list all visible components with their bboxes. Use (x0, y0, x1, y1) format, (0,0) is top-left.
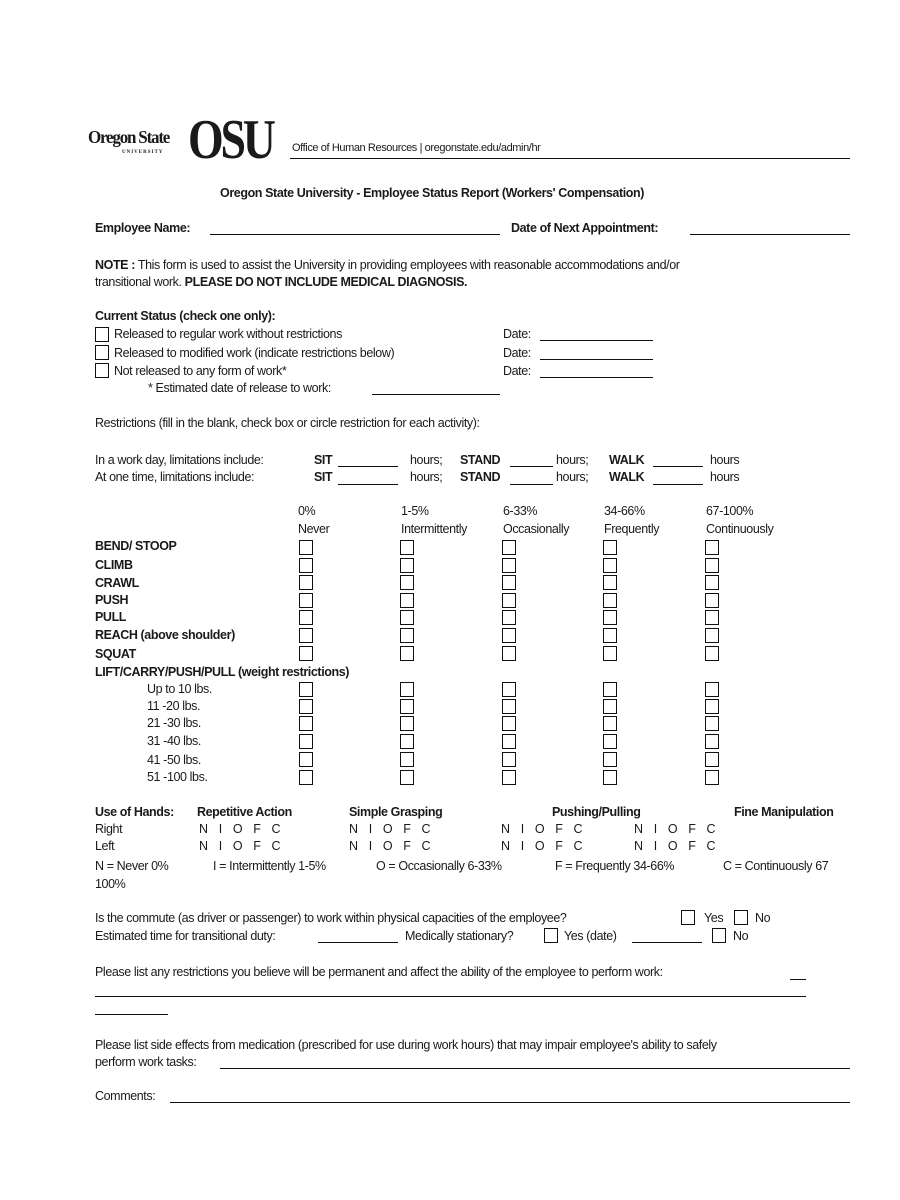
note-bold: PLEASE DO NOT INCLUDE MEDICAL DIAGNOSIS. (184, 275, 468, 289)
status-checkbox-regular[interactable] (95, 327, 109, 342)
status-date-field-modified[interactable] (540, 359, 653, 360)
status-date-field-not-released[interactable] (540, 377, 653, 378)
stand-label-workday: STAND (460, 453, 501, 467)
checkbox-row12-intermittently[interactable] (400, 752, 414, 767)
medically-stationary-label: Medically stationary? (405, 929, 514, 943)
freq-pct-frequently: 34-66% (604, 504, 645, 518)
freq-name-never: Never (298, 522, 330, 536)
checkbox-row5-occasionally[interactable] (502, 610, 516, 625)
checkbox-row4-frequently[interactable] (603, 593, 617, 608)
note-line2 (95, 275, 467, 289)
checkbox-row13-intermittently[interactable] (400, 770, 414, 785)
checkbox-row1-intermittently[interactable] (400, 540, 414, 555)
checkbox-row10-continuously[interactable] (705, 716, 719, 731)
checkbox-row9-continuously[interactable] (705, 699, 719, 714)
checkbox-row2-never[interactable] (299, 558, 313, 573)
checkbox-row1-occasionally[interactable] (502, 540, 516, 555)
checkbox-row12-continuously[interactable] (705, 752, 719, 767)
comments-field[interactable] (170, 1102, 850, 1103)
activity-crawl: CRAWL (95, 576, 139, 590)
limits-label-onetime: At one time, limitations include: (95, 470, 255, 484)
hands-codes-left-grasping[interactable]: N I O F C (349, 839, 431, 853)
walk-label-onetime: WALK (609, 470, 645, 484)
checkbox-row10-intermittently[interactable] (400, 716, 414, 731)
stationary-yes-label: Yes (date) (564, 929, 617, 943)
checkbox-row12-never[interactable] (299, 752, 313, 767)
freq-name-occasionally: Occasionally (503, 522, 570, 536)
legend-continuously-tail: 100% (95, 877, 126, 891)
checkbox-row9-intermittently[interactable] (400, 699, 414, 714)
checkbox-row13-frequently[interactable] (603, 770, 617, 785)
lift-heading: LIFT/CARRY/PUSH/PULL (weight restrictions) (95, 665, 350, 679)
checkbox-row2-frequently[interactable] (603, 558, 617, 573)
freq-pct-intermittently: 1-5% (401, 504, 429, 518)
commute-yes-checkbox[interactable] (681, 910, 695, 925)
header-rule (290, 158, 850, 159)
checkbox-row13-occasionally[interactable] (502, 770, 516, 785)
commute-no-checkbox[interactable] (734, 910, 748, 925)
status-checkbox-modified[interactable] (95, 345, 109, 360)
hands-codes-right-grasping[interactable]: N I O F C (349, 822, 431, 836)
side-effects-field[interactable] (220, 1068, 850, 1069)
activity-pull: PULL (95, 610, 127, 624)
checkbox-row2-continuously[interactable] (705, 558, 719, 573)
walk-label-workday: WALK (609, 453, 645, 467)
checkbox-row11-intermittently[interactable] (400, 734, 414, 749)
comments-label: Comments: (95, 1089, 156, 1103)
note-label: NOTE : (95, 258, 135, 272)
legend-occasionally: O = Occasionally 6-33% (376, 859, 502, 873)
checkbox-row3-intermittently[interactable] (400, 575, 414, 590)
transitional-duty-field[interactable] (318, 942, 398, 943)
checkbox-row2-occasionally[interactable] (502, 558, 516, 573)
status-checkbox-not-released[interactable] (95, 363, 109, 378)
commute-question: Is the commute (as driver or passenger) to work within physical capacities of the employee? (95, 911, 567, 925)
checkbox-row7-continuously[interactable] (705, 646, 719, 661)
hours2-onetime: hours; (556, 470, 589, 484)
checkbox-row3-continuously[interactable] (705, 575, 719, 590)
note-line1 (95, 258, 680, 272)
sit-label-onetime: SIT (314, 470, 333, 484)
checkbox-row7-occasionally[interactable] (502, 646, 516, 661)
hands-codes-right-pushing[interactable]: N I O F C (501, 822, 583, 836)
checkbox-row12-occasionally[interactable] (502, 752, 516, 767)
checkbox-row10-frequently[interactable] (603, 716, 617, 731)
weight-41-50: 41 -50 lbs. (147, 753, 201, 767)
hands-label: Use of Hands: (95, 805, 174, 819)
freq-name-frequently: Frequently (604, 522, 660, 536)
checkbox-row5-continuously[interactable] (705, 610, 719, 625)
hands-left-label: Left (95, 839, 115, 853)
permanent-field-2[interactable] (95, 996, 806, 997)
checkbox-row13-never[interactable] (299, 770, 313, 785)
estimated-release-field[interactable] (372, 394, 500, 395)
hours3-onetime: hours (710, 470, 740, 484)
next-appointment-label: Date of Next Appointment: (511, 221, 659, 235)
side-effects-line2: perform work tasks: (95, 1055, 197, 1069)
stationary-date-field[interactable] (632, 942, 702, 943)
stand-field-workday[interactable] (510, 466, 553, 467)
checkbox-row8-intermittently[interactable] (400, 682, 414, 697)
note-text2: transitional work. (95, 275, 182, 289)
checkbox-row4-occasionally[interactable] (502, 593, 516, 608)
walk-field-workday[interactable] (653, 466, 703, 467)
status-date-label-modified: Date: (503, 346, 531, 360)
hands-codes-right-repetitive[interactable]: N I O F C (199, 822, 281, 836)
activity-climb: CLIMB (95, 558, 133, 572)
employee-name-field[interactable] (210, 234, 500, 235)
hands-cat-pushing: Pushing/Pulling (552, 805, 641, 819)
checkbox-row6-never[interactable] (299, 628, 313, 643)
sit-field-workday[interactable] (338, 466, 398, 467)
activity-bend-stoop: BEND/ STOOP (95, 539, 177, 553)
legend-frequently: F = Frequently 34-66% (555, 859, 675, 873)
checkbox-row10-occasionally[interactable] (502, 716, 516, 731)
checkbox-row3-never[interactable] (299, 575, 313, 590)
stationary-no-checkbox[interactable] (712, 928, 726, 943)
checkbox-row2-intermittently[interactable] (400, 558, 414, 573)
activity-squat: SQUAT (95, 647, 136, 661)
weight-51-100: 51 -100 lbs. (147, 770, 208, 784)
logo-line1: Oregon State (88, 127, 170, 148)
hands-codes-left-repetitive[interactable]: N I O F C (199, 839, 281, 853)
weight-21-30: 21 -30 lbs. (147, 716, 201, 730)
activity-reach: REACH (above shoulder) (95, 628, 235, 642)
checkbox-row8-frequently[interactable] (603, 682, 617, 697)
checkbox-row8-occasionally[interactable] (502, 682, 516, 697)
status-label-modified: Released to modified work (indicate restrictions below) (114, 346, 395, 360)
limits-label-workday: In a work day, limitations include: (95, 453, 264, 467)
permanent-field-1[interactable] (790, 979, 806, 980)
checkbox-row5-never[interactable] (299, 610, 313, 625)
legend-never: N = Never 0% (95, 859, 169, 873)
checkbox-row8-continuously[interactable] (705, 682, 719, 697)
checkbox-row4-never[interactable] (299, 593, 313, 608)
legend-intermittently: I = Intermittently 1-5% (213, 859, 326, 873)
checkbox-row13-continuously[interactable] (705, 770, 719, 785)
permanent-field-3[interactable] (95, 1014, 168, 1015)
restrictions-intro: Restrictions (fill in the blank, check box or circle restriction for each activity): (95, 416, 480, 430)
checkbox-row5-frequently[interactable] (603, 610, 617, 625)
checkbox-row4-continuously[interactable] (705, 593, 719, 608)
status-label-not-released: Not released to any form of work* (114, 364, 287, 378)
hours1-workday: hours; (410, 453, 443, 467)
next-appointment-field[interactable] (690, 234, 850, 235)
transitional-duty-label: Estimated time for transitional duty: (95, 929, 276, 943)
checkbox-row9-occasionally[interactable] (502, 699, 516, 714)
weight-up-to-10: Up to 10 lbs. (147, 682, 212, 696)
checkbox-row6-intermittently[interactable] (400, 628, 414, 643)
hands-cat-grasping: Simple Grasping (349, 805, 443, 819)
hands-codes-left-pushing[interactable]: N I O F C (501, 839, 583, 853)
checkbox-row4-intermittently[interactable] (400, 593, 414, 608)
freq-pct-never: 0% (298, 504, 316, 518)
estimated-release-label: * Estimated date of release to work: (148, 381, 331, 395)
hands-cat-fine: Fine Manipulation (734, 805, 834, 819)
walk-field-onetime[interactable] (653, 484, 703, 485)
note-text1: This form is used to assist the University in providing employees with reasonable accommodations and/or (137, 258, 680, 272)
checkbox-row1-continuously[interactable] (705, 540, 719, 555)
checkbox-row3-frequently[interactable] (603, 575, 617, 590)
checkbox-row9-frequently[interactable] (603, 699, 617, 714)
legend-continuously: C = Continuously 67 (723, 859, 829, 873)
status-date-label-regular: Date: (503, 327, 531, 341)
checkbox-row1-frequently[interactable] (603, 540, 617, 555)
activity-push: PUSH (95, 593, 129, 607)
checkbox-row8-never[interactable] (299, 682, 313, 697)
checkbox-row5-intermittently[interactable] (400, 610, 414, 625)
freq-pct-continuously: 67-100% (706, 504, 754, 518)
checkbox-row10-never[interactable] (299, 716, 313, 731)
freq-pct-occasionally: 6-33% (503, 504, 538, 518)
hands-cat-repetitive: Repetitive Action (197, 805, 292, 819)
hands-codes-left-fine[interactable]: N I O F C (634, 839, 716, 853)
hands-right-label: Right (95, 822, 123, 836)
checkbox-row11-never[interactable] (299, 734, 313, 749)
status-date-label-not-released: Date: (503, 364, 531, 378)
checkbox-row11-frequently[interactable] (603, 734, 617, 749)
logo-mark: OSU (188, 109, 273, 171)
checkbox-row7-intermittently[interactable] (400, 646, 414, 661)
sit-field-onetime[interactable] (338, 484, 398, 485)
permanent-restrictions-label: Please list any restrictions you believe will be permanent and affect the ability of the employee to perform work: (95, 965, 663, 979)
checkbox-row6-occasionally[interactable] (502, 628, 516, 643)
page-title: Oregon State University - Employee Status Report (Workers' Compensation) (220, 186, 645, 200)
hours1-onetime: hours; (410, 470, 443, 484)
checkbox-row11-continuously[interactable] (705, 734, 719, 749)
office-line: Office of Human Resources | oregonstate.edu/admin/hr (292, 142, 541, 154)
hours2-workday: hours; (556, 453, 589, 467)
employee-name-label: Employee Name: (95, 221, 191, 235)
freq-name-continuously: Continuously (706, 522, 774, 536)
freq-name-intermittently: Intermittently (401, 522, 467, 536)
checkbox-row6-continuously[interactable] (705, 628, 719, 643)
stationary-yes-checkbox[interactable] (544, 928, 558, 943)
side-effects-line1: Please list side effects from medication (prescribed for use during work hours) that may impair employee's ability to safely (95, 1038, 717, 1052)
checkbox-row7-never[interactable] (299, 646, 313, 661)
current-status-heading: Current Status (check one only): (95, 309, 276, 323)
stationary-no-label: No (733, 929, 749, 943)
checkbox-row1-never[interactable] (299, 540, 313, 555)
checkbox-row6-frequently[interactable] (603, 628, 617, 643)
weight-31-40: 31 -40 lbs. (147, 734, 201, 748)
checkbox-row9-never[interactable] (299, 699, 313, 714)
hands-codes-right-fine[interactable]: N I O F C (634, 822, 716, 836)
status-date-field-regular[interactable] (540, 340, 653, 341)
checkbox-row7-frequently[interactable] (603, 646, 617, 661)
commute-yes-label: Yes (704, 911, 724, 925)
checkbox-row12-frequently[interactable] (603, 752, 617, 767)
hours3-workday: hours (710, 453, 740, 467)
stand-label-onetime: STAND (460, 470, 501, 484)
status-label-regular: Released to regular work without restrictions (114, 327, 342, 341)
sit-label-workday: SIT (314, 453, 333, 467)
stand-field-onetime[interactable] (510, 484, 553, 485)
checkbox-row3-occasionally[interactable] (502, 575, 516, 590)
logo-line2: UNIVERSITY (122, 150, 164, 155)
checkbox-row11-occasionally[interactable] (502, 734, 516, 749)
commute-no-label: No (755, 911, 771, 925)
weight-11-20: 11 -20 lbs. (147, 699, 201, 713)
